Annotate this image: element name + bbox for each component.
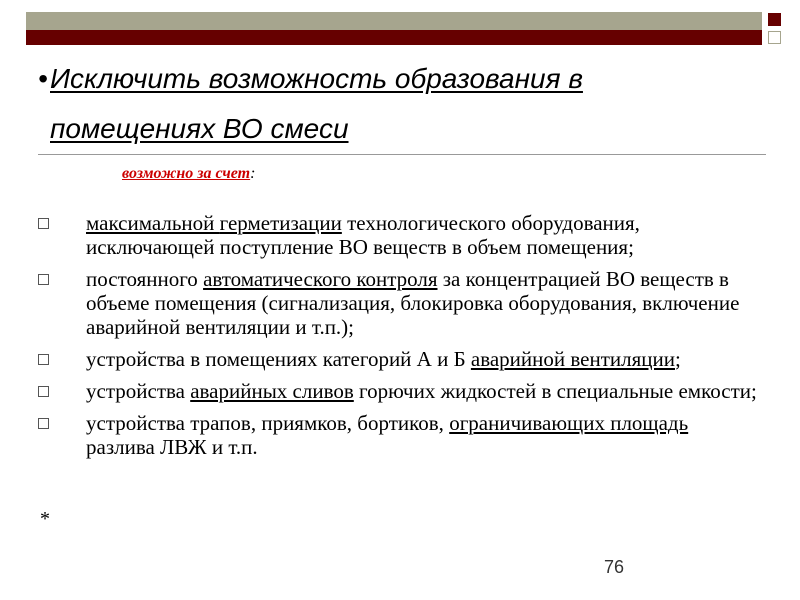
title-divider bbox=[38, 154, 766, 155]
corner-square-dark bbox=[768, 13, 781, 26]
corner-square-light bbox=[768, 31, 781, 44]
bullet-list bbox=[38, 211, 758, 467]
list-item-text: аварийных сливов bbox=[190, 379, 354, 403]
title-line-2: помещениях ВО смеси bbox=[50, 113, 349, 144]
title-line-1: Исключить возможность образования в bbox=[50, 63, 583, 94]
header-bar-light bbox=[26, 12, 762, 30]
list-item bbox=[38, 211, 758, 259]
list-item bbox=[38, 267, 758, 339]
list-item-text: аварийной вентиляции bbox=[470, 347, 675, 371]
list-item-text: постоянного bbox=[86, 267, 204, 291]
list-item-text: герметизации bbox=[219, 211, 342, 235]
list-item bbox=[38, 411, 758, 459]
list-item bbox=[38, 347, 758, 371]
page-number: 76 bbox=[604, 557, 625, 577]
list-item-text: технологического оборудования, исключающей поступление ВО веществ в объем помещения; bbox=[86, 211, 640, 259]
list-item-text: устройства в помещениях категорий А и Б bbox=[86, 347, 471, 371]
list-item-text: ; bbox=[675, 347, 681, 371]
subtitle bbox=[122, 165, 255, 183]
list-item-text: разлива ЛВЖ и т.п. bbox=[86, 435, 258, 459]
square-bullet-icon bbox=[38, 354, 49, 365]
list-item bbox=[38, 379, 758, 403]
square-bullet-icon bbox=[38, 386, 49, 397]
list-item-text: устройства bbox=[86, 379, 191, 403]
title-bullet: • bbox=[38, 63, 48, 94]
list-item-text: горючих жидкостей в специальные емкости; bbox=[353, 379, 757, 403]
list-item-text: устройства трапов, приямков, бортиков, bbox=[86, 411, 450, 435]
square-bullet-icon bbox=[38, 418, 49, 429]
header-bar-dark bbox=[26, 30, 762, 45]
list-item-text: за концентрацией ВО веществ в объеме помещения (сигнализация, блокировка оборудования, включение аварийной вентиляции и т.п.); bbox=[86, 267, 740, 339]
square-bullet-icon bbox=[38, 274, 49, 285]
list-item-text: ограничивающих площадь bbox=[449, 411, 689, 435]
subtitle-text: возможно за счет bbox=[122, 165, 251, 182]
footnote-mark: * bbox=[40, 508, 50, 530]
list-item-text: автоматического контроля bbox=[203, 267, 438, 291]
list-item-text: максимальной bbox=[86, 211, 220, 235]
square-bullet-icon bbox=[38, 218, 49, 229]
subtitle-colon: : bbox=[250, 165, 256, 182]
